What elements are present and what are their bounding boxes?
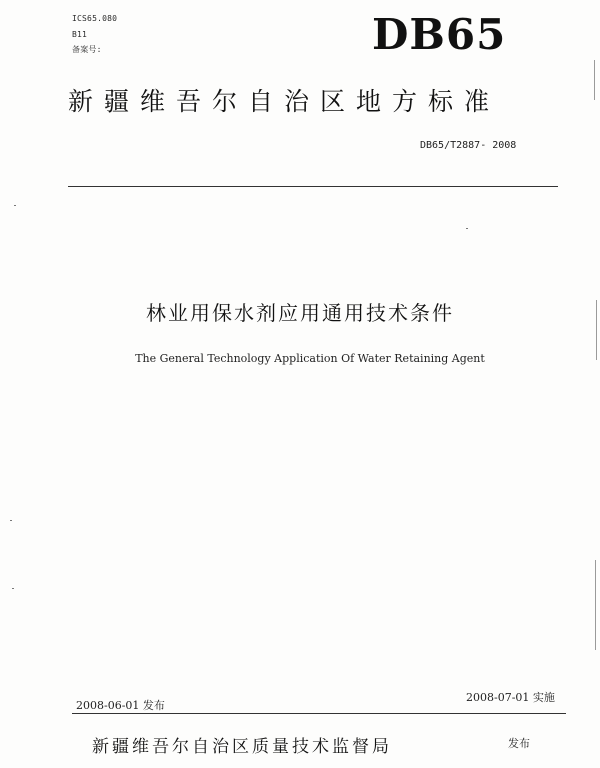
standard-number: DB65/T2887- 2008 — [420, 140, 517, 151]
issue-label: 发布 — [508, 737, 530, 750]
publish-date: 2008-06-01 发布 — [76, 699, 165, 712]
scan-speck — [14, 205, 16, 206]
ics-code: ICS65.080 — [72, 14, 118, 23]
standard-classification: 新疆维吾尔自治区地方标准 — [68, 87, 501, 116]
standard-code-logo: DB65 — [372, 10, 507, 59]
scan-speck — [10, 520, 12, 521]
scan-edge-mark — [595, 560, 596, 650]
scan-speck — [12, 588, 14, 589]
header-divider — [68, 186, 558, 187]
scan-speck — [466, 228, 468, 229]
ccs-code: B11 — [72, 30, 88, 39]
issuing-authority: 新疆维吾尔自治区质量技术监督局 — [92, 737, 392, 757]
implement-date: 2008-07-01 实施 — [466, 691, 555, 704]
document-title-chinese: 林业用保水剂应用通用技术条件 — [146, 301, 454, 325]
scan-edge-mark — [594, 60, 595, 100]
scan-edge-mark — [596, 300, 597, 360]
footer-divider — [72, 713, 566, 714]
document-title-english: The General Technology Application Of Water Retaining Agent — [135, 352, 485, 365]
record-number-label: 备案号: — [72, 45, 102, 54]
